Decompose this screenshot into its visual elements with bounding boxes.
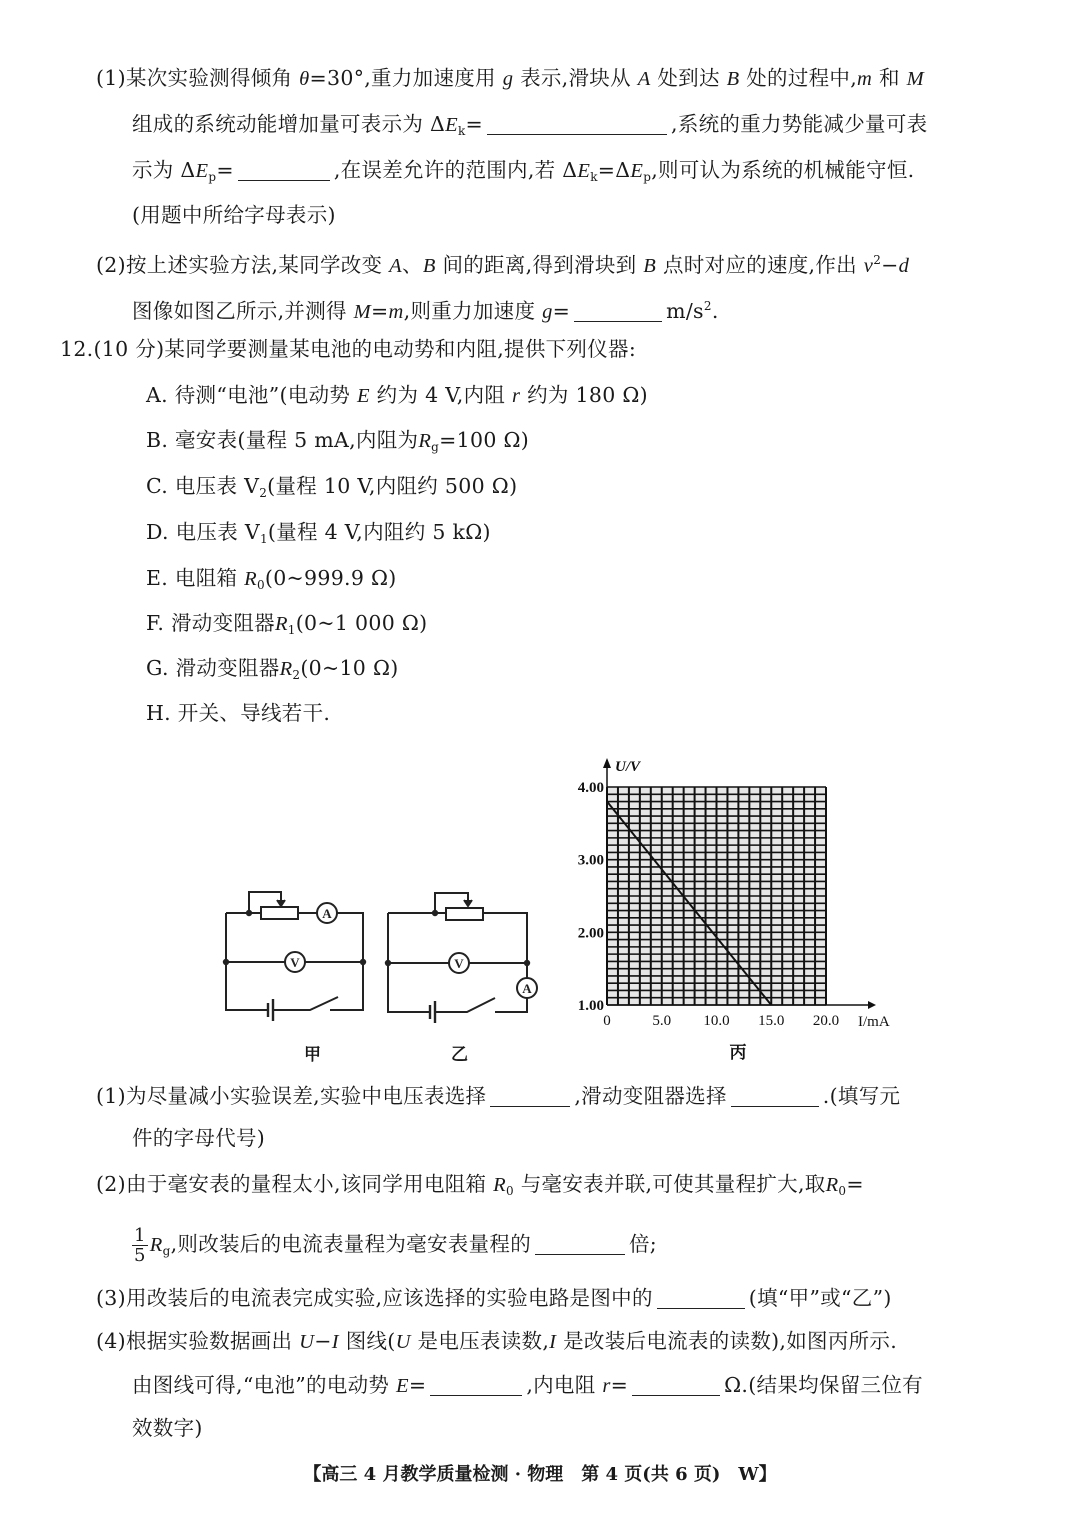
ammeter-label: A (522, 981, 532, 996)
text-segment: 效数字) (132, 1416, 203, 1440)
text-segment: ,则可认为系统的机械能守恒. (651, 158, 915, 182)
text-segment: = (552, 299, 571, 323)
text-segment: R (825, 1174, 839, 1196)
text-segment: 与毫安表并联,可使其量程扩大,取 (513, 1172, 826, 1196)
text-segment: B. 毫安表(量程 5 mA,内阻为 (146, 428, 419, 452)
page-footer: 【高三 4 月教学质量检测 · 物理 第 4 页(共 6 页) W】 (303, 1464, 777, 1485)
text-segment: r (602, 1375, 611, 1397)
text-segment: p (208, 170, 217, 184)
figure-label-yi: 乙 (451, 1045, 468, 1065)
text-segment: E (445, 114, 458, 136)
ammeter-label: A (322, 906, 332, 921)
y-tick-label: 1.00 (577, 998, 604, 1014)
text-segment: . (711, 299, 719, 323)
text-segment: U (395, 1331, 411, 1353)
text-segment: g (431, 440, 440, 454)
text-segment: F. 滑动变阻器 (146, 611, 275, 635)
x-tick-label: 10.0 (703, 1013, 730, 1029)
text-segment: m (857, 68, 873, 90)
text-segment: 倍; (629, 1232, 658, 1256)
text-segment: 2 (292, 668, 301, 682)
text-segment: θ (299, 68, 310, 90)
x-tick-label: 15.0 (758, 1013, 785, 1029)
text-segment: I (331, 1331, 339, 1353)
text-segment: 是改装后电流表的读数),如图丙所示. (556, 1329, 898, 1353)
text-segment: 是电压表读数, (410, 1329, 550, 1353)
text-segment: C. 电压表 V (146, 474, 260, 498)
text-segment: E. 电阻箱 (146, 566, 245, 590)
text-segment: (1)某次实验测得倾角 (96, 66, 300, 90)
y-tick-label: 3.00 (577, 852, 604, 869)
text-segment: 由图线可得,“电池”的电动势 (132, 1373, 396, 1397)
text-segment: 0 (506, 1184, 514, 1198)
text-segment: r (512, 385, 521, 407)
chart-title: 丙 (729, 1043, 747, 1062)
text-segment: 、 (402, 253, 423, 277)
text-segment: G. 滑动变阻器 (146, 656, 280, 680)
y-axis-label: U/V (615, 759, 641, 775)
x-axis-arrow (868, 1001, 876, 1009)
x-tick-label: 5.0 (652, 1013, 672, 1029)
text-segment: B (422, 255, 436, 277)
y-tick-label: 4.00 (577, 780, 604, 796)
text-segment: k (457, 124, 466, 138)
text-segment: = (610, 1373, 629, 1397)
text-segment: 0 (838, 1184, 847, 1198)
text-segment: E (195, 160, 209, 182)
text-segment: = (216, 158, 234, 182)
text-segment: 点时对应的速度,作出 (656, 253, 864, 277)
text-segment: R (418, 430, 432, 452)
text-segment: (0~1 000 Ω) (295, 611, 428, 635)
text-segment: A (637, 68, 651, 90)
x-tick-label: 0 (603, 1013, 611, 1029)
text-segment: R (244, 568, 257, 590)
text-segment: E (357, 385, 370, 407)
text-segment: − (881, 253, 899, 277)
text-segment: = (408, 1373, 427, 1397)
text-segment: (2)按上述实验方法,某同学改变 (96, 253, 390, 277)
text-segment: 2 (873, 253, 882, 267)
text-segment: (2)由于毫安表的量程太小,该同学用电阻箱 (96, 1172, 494, 1196)
text-segment: M (906, 68, 924, 90)
y-axis-arrow (603, 758, 611, 768)
text-segment: (0~10 Ω) (300, 656, 399, 680)
text-segment: =100 Ω) (439, 428, 530, 452)
text-segment: v (863, 255, 874, 277)
text-segment: (量程 4 V,内阻约 5 kΩ) (267, 520, 491, 544)
text-segment: Ω.(结果均保留三位有 (724, 1373, 923, 1397)
text-segment: g (542, 301, 553, 323)
text-segment: B (643, 255, 657, 277)
text-segment: 图像如图乙所示,并测得 (132, 299, 354, 323)
text-segment: 件的字母代号) (132, 1126, 266, 1150)
text-segment: 2 (259, 486, 268, 500)
text-segment: (3)用改装后的电流表完成实验,应该选择的实验电路是图中的 (96, 1286, 653, 1310)
text-segment: E (577, 160, 591, 182)
x-axis-label: I/mA (858, 1014, 890, 1030)
y-tick-label: 2.00 (577, 925, 604, 942)
text-segment: M (353, 301, 372, 323)
figure-label-jia: 甲 (304, 1045, 321, 1065)
text-segment: g (502, 68, 514, 90)
text-segment: R (493, 1174, 506, 1196)
text-segment: 1 (259, 532, 268, 546)
voltmeter-label: V (454, 956, 464, 971)
text-segment: E (630, 160, 644, 182)
text-segment: B (726, 68, 740, 90)
text-segment: p (643, 170, 652, 184)
text-segment: =Δ (597, 158, 631, 182)
text-segment: (0~999.9 Ω) (264, 566, 397, 590)
text-segment: 1 (287, 623, 296, 637)
text-segment: ,滑动变阻器选择 (574, 1084, 727, 1108)
text-segment: m (388, 301, 404, 323)
text-segment: 表示,滑块从 (513, 66, 638, 90)
text-segment: = (846, 1172, 864, 1196)
text-segment: 组成的系统动能增加量可表示为 Δ (132, 112, 446, 136)
text-segment: ,内电阻 (526, 1373, 603, 1397)
text-segment: k (590, 170, 598, 184)
text-segment: (1)为尽量减小实验误差,实验中电压表选择 (96, 1084, 487, 1108)
text-segment: − (314, 1329, 332, 1353)
text-segment: 和 (872, 66, 907, 90)
text-segment: H. 开关、导线若干. (146, 701, 331, 725)
text-segment: ,则重力加速度 (403, 299, 543, 323)
text-segment: E (396, 1375, 409, 1397)
text-segment: m/s (666, 299, 704, 323)
voltmeter-label: V (290, 955, 300, 970)
text-segment: (用题中所给字母表示) (132, 203, 336, 227)
text-segment: g (162, 1244, 171, 1258)
text-segment: 图线( (338, 1329, 396, 1353)
text-segment: 处到达 (650, 66, 727, 90)
text-segment: d (898, 255, 910, 277)
text-segment: 约为 4 V,内阻 (369, 383, 512, 407)
text-segment: = (371, 299, 389, 323)
text-segment: 处的过程中, (739, 66, 858, 90)
text-segment: D. 电压表 V (146, 520, 260, 544)
x-tick-label: 20.0 (812, 1013, 840, 1029)
text-segment: 约为 180 Ω) (520, 383, 648, 407)
text-segment: (填“甲”或“乙”) (748, 1286, 892, 1310)
text-segment: 2 (703, 299, 712, 313)
text-segment: (4)根据实验数据画出 (96, 1329, 300, 1353)
text-segment: 0 (256, 578, 265, 592)
text-segment: ,系统的重力势能减少量可表 (671, 112, 928, 136)
text-segment: U (299, 1331, 315, 1353)
text-segment: ,则改装后的电流表量程为毫安表量程的 (170, 1232, 531, 1256)
text-segment: R (279, 658, 293, 680)
text-segment: 示为 Δ (132, 158, 196, 182)
text-segment: $\frac{1}{5}$ (134, 1225, 146, 1266)
text-segment: =30°,重力加速度用 (309, 66, 503, 90)
text-segment: R (274, 613, 288, 635)
text-segment: A. 待测“电池”(电动势 (146, 383, 358, 407)
text-segment: 间的距离,得到滑块到 (435, 253, 644, 277)
text-segment: A (389, 255, 402, 277)
text-segment: = (465, 112, 484, 136)
text-segment: R (149, 1234, 163, 1256)
text-segment: .(填写元 (822, 1084, 901, 1108)
text-segment: 12.(10 分)某同学要测量某电池的电动势和内阻,提供下列仪器: (60, 337, 637, 361)
text-segment: (量程 10 V,内阻约 500 Ω) (267, 474, 518, 498)
text-segment: ,在误差允许的范围内,若 Δ (333, 158, 578, 182)
text-segment: I (549, 1331, 557, 1353)
